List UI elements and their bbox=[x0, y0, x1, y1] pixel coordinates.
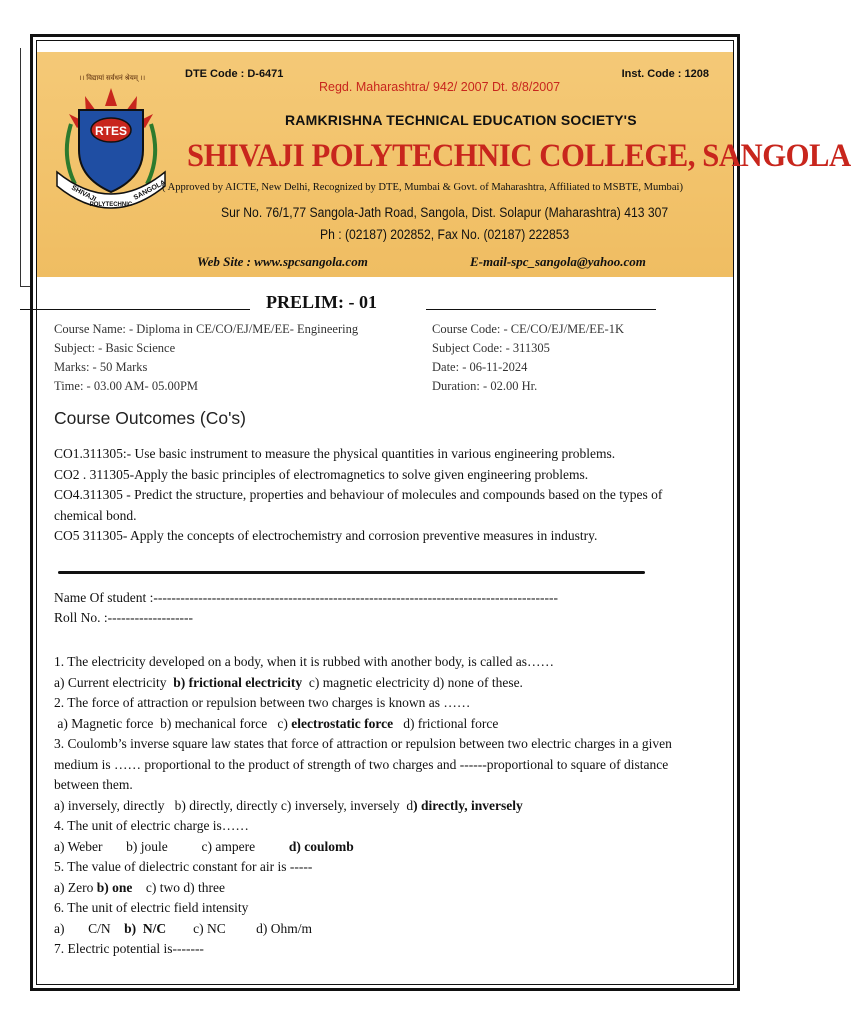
logo-ribbon-left: SHIVAJI bbox=[70, 184, 97, 204]
option-text: a) inversely, directly b) directly, directly c) inversely, inversely d bbox=[54, 797, 414, 813]
subject-code: Subject Code: - 311305 bbox=[432, 341, 550, 355]
question-1: 1. The electricity developed on a body, when it is rubbed with another body, is called as…… bbox=[54, 654, 554, 669]
college-logo-icon bbox=[51, 86, 171, 216]
college-website: Web Site : www.spcsangola.com bbox=[197, 254, 368, 269]
question-4: 4. The unit of electric charge is…… bbox=[54, 818, 249, 833]
title-rule-left bbox=[20, 309, 250, 310]
student-name-field: Name Of student :------------------------------------------------------------------------------------------ bbox=[54, 590, 558, 605]
question-6: 6. The unit of electric field intensity bbox=[54, 900, 249, 915]
college-name: SHIVAJI POLYTECHNIC COLLEGE, SANGOLA bbox=[187, 138, 851, 174]
exam-title-row bbox=[0, 292, 768, 316]
society-name: RAMKRISHNA TECHNICAL EDUCATION SOCIETY'S bbox=[285, 112, 637, 128]
option-text: c) two d) three bbox=[132, 879, 225, 895]
contact-phone: Ph : (02187) 202852, Fax No. (02187) 222853 bbox=[320, 227, 570, 242]
college-letterhead bbox=[37, 52, 851, 277]
question-7: 7. Electric potential is------- bbox=[54, 941, 204, 956]
course-code: Course Code: - CE/CO/EJ/ME/EE-1K bbox=[432, 322, 624, 336]
question-2: 2. The force of attraction or repulsion between two charges is known as …… bbox=[54, 695, 471, 710]
institute-code: Inst. Code : 1208 bbox=[621, 68, 709, 80]
exam-meta-right bbox=[432, 320, 624, 396]
course-outcome-co1: CO1.311305:- Use basic instrument to measure the physical quantities in various engineering problems. bbox=[54, 446, 616, 461]
option-text: a) Magnetic force b) mechanical force c) bbox=[54, 715, 292, 731]
margin-line bbox=[20, 48, 21, 286]
question-4-options bbox=[54, 837, 714, 858]
roll-number-field: Roll No. :------------------- bbox=[54, 610, 194, 625]
logo-ribbon-right: SANGOLA bbox=[132, 179, 167, 202]
exam-time: Time: - 03.00 AM- 05.00PM bbox=[54, 379, 199, 393]
margin-tick bbox=[20, 286, 30, 287]
course-name: Course Name: - Diploma in CE/CO/EJ/ME/EE- Engineering bbox=[54, 322, 359, 336]
course-outcomes-heading: Course Outcomes (Co's) bbox=[54, 408, 247, 428]
question-6-options bbox=[54, 919, 714, 940]
title-rule-right bbox=[426, 309, 656, 310]
college-motto: ।। विद्यायां सर्वधनं श्रेयम् ।। bbox=[79, 75, 146, 82]
question-5: 5. The value of dielectric constant for air is ----- bbox=[54, 859, 313, 874]
course-outcome-co5: CO5 311305- Apply the concepts of electrochemistry and corrosion preventive measures in industry. bbox=[54, 528, 598, 543]
college-email: E-mail-spc_sangola@yahoo.com bbox=[470, 254, 646, 269]
option-text: d) frictional force bbox=[393, 715, 499, 731]
exam-date: Date: - 06-11-2024 bbox=[432, 360, 528, 374]
exam-title: PRELIM: - 01 bbox=[266, 292, 377, 312]
exam-duration: Duration: - 02.00 Hr. bbox=[432, 379, 538, 393]
option-answer: b) one bbox=[96, 879, 133, 895]
option-text: c) NC d) Ohm/m bbox=[166, 920, 313, 936]
exam-meta-left bbox=[54, 320, 358, 396]
total-marks: Marks: - 50 Marks bbox=[54, 360, 148, 374]
option-text: a) Weber b) joule c) ampere bbox=[54, 838, 289, 854]
question-2-options bbox=[54, 714, 714, 735]
subject-name: Subject: - Basic Science bbox=[54, 341, 176, 355]
logo-text: RTES bbox=[94, 124, 128, 138]
option-answer: d) coulomb bbox=[288, 838, 354, 854]
question-5-options bbox=[54, 878, 714, 899]
option-answer: ) directly, inversely bbox=[413, 797, 523, 813]
approval-line: ( Approved by AICTE, New Delhi, Recognized by DTE, Mumbai & Govt. of Maharashtra, Affiliated to MSBTE, Mumbai) bbox=[162, 181, 683, 193]
option-answer: b) N/C bbox=[124, 920, 167, 936]
option-text: a) C/N bbox=[54, 920, 125, 936]
course-outcome-co4: CO4.311305 - Predict the structure, properties and behaviour of molecules and compounds based on the types of chemical bond. bbox=[54, 487, 663, 523]
option-text: a) Zero bbox=[54, 879, 97, 895]
option-text: a) Current electricity bbox=[54, 674, 170, 690]
option-answer: b) frictional electricity bbox=[173, 674, 303, 690]
question-list bbox=[54, 652, 714, 960]
registration-number: Regd. Maharashtra/ 942/ 2007 Dt. 8/8/2007 bbox=[319, 80, 561, 94]
question-1-options bbox=[54, 673, 714, 694]
college-address: Sur No. 76/1,77 Sangola-Jath Road, Sangola, Dist. Solapur (Maharashtra) 413 307 bbox=[221, 205, 669, 220]
option-text: c) magnetic electricity d) none of these. bbox=[302, 674, 523, 690]
dte-code: DTE Code : D-6471 bbox=[185, 68, 284, 80]
question-3: 3. Coulomb’s inverse square law states that force of attraction or repulsion between two electric charges in a given medium is …… proportional to the product of strength of two charges and ------proportional to square of distance between them. bbox=[54, 736, 672, 792]
option-answer: electrostatic force bbox=[291, 715, 394, 731]
logo-ribbon-mid: POLYTECHNIC bbox=[89, 202, 133, 208]
course-outcome-co2: CO2 . 311305-Apply the basic principles of electromagnetics to solve given engineering problems. bbox=[54, 466, 589, 482]
course-outcomes-list bbox=[54, 444, 714, 547]
student-details bbox=[54, 588, 714, 628]
question-3-options bbox=[54, 796, 714, 817]
section-divider bbox=[58, 571, 645, 574]
